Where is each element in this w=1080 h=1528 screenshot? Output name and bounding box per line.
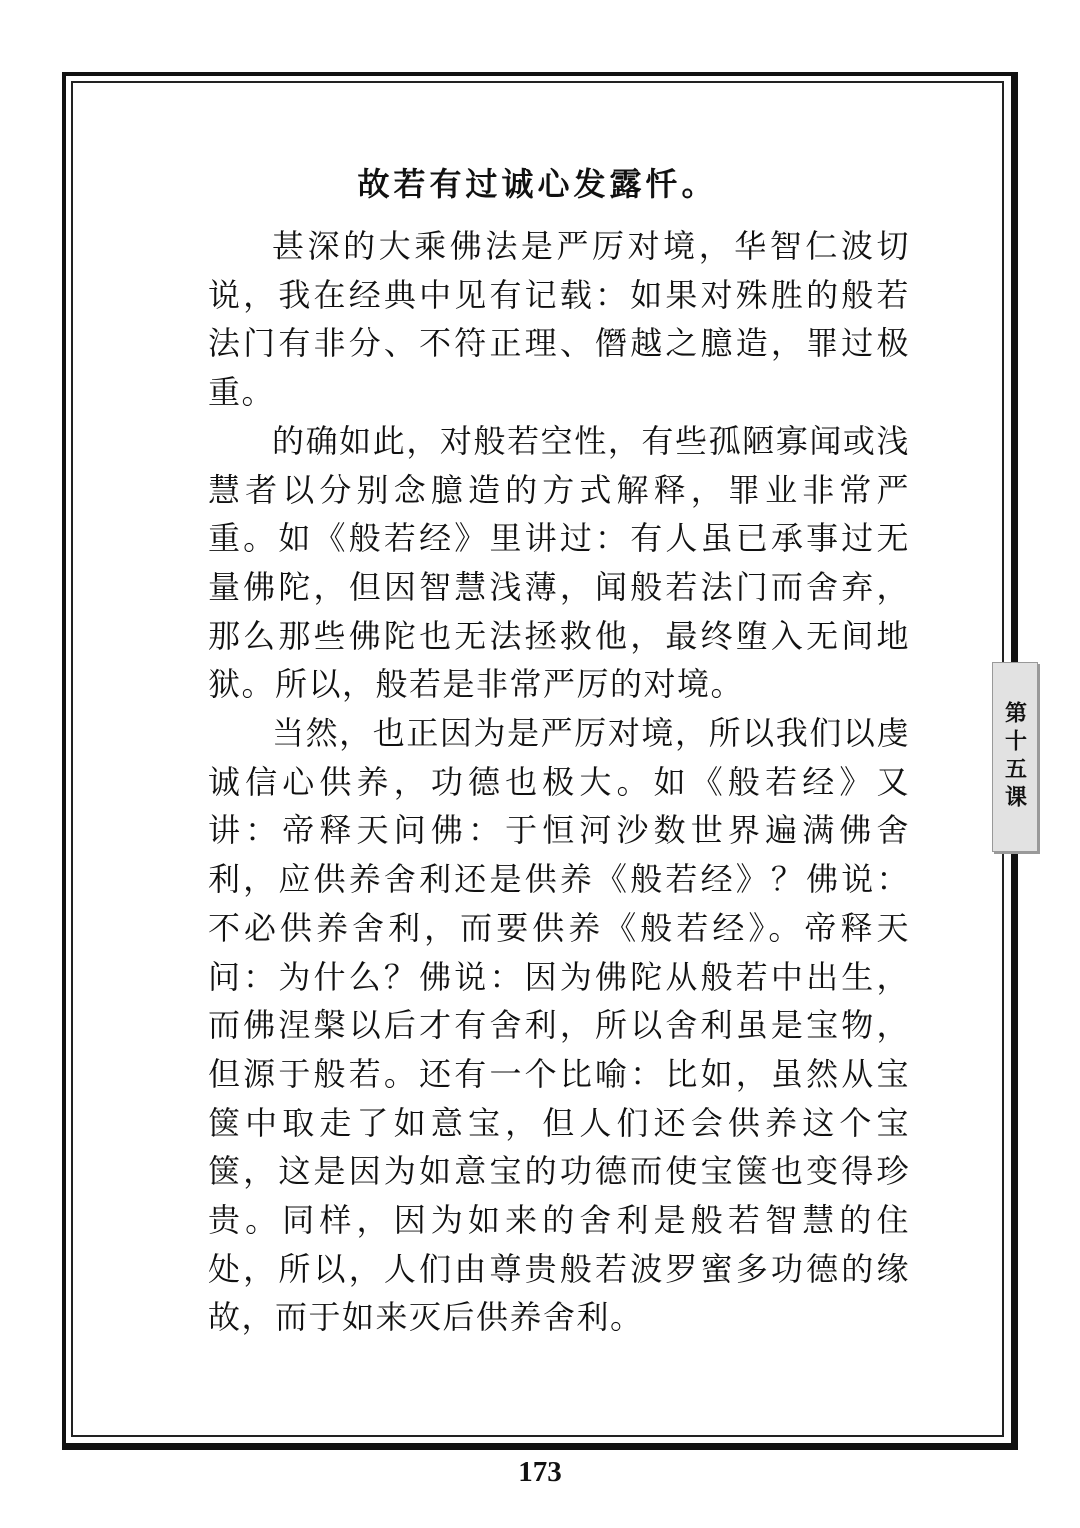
- verse-heading: 故若有过诚心发露忏。: [357, 165, 718, 203]
- paragraph-1: 甚深的大乘佛法是严厉对境，华智仁波切说，我在经典中见有记载：如果对殊胜的般若法门有非分、不符正理、僭越之臆造，罪过极重。: [208, 227, 910, 412]
- paragraph-3: 当然，也正因为是严厉对境，所以我们以虔诚信心供养，功德也极大。如《般若经》又讲：帝释天问佛：于恒河沙数世界遍满佛舍利，应供养舍利还是供养《般若经》？佛说：不必供养舍利，而要供养《般若经》。帝释天问：为什么？佛说：因为佛陀从般若中出生，而佛涅槃以后才有舍利，所以舍利虽是宝物，但源于般若。还有一个比喻：比如，虽然从宝箧中取走了如意宝，但人们还会供养这个宝箧，这是因为如意宝的功德而使宝箧也变得珍贵。同样，因为如来的舍利是般若智慧的住处，所以，人们由尊贵般若波罗蜜多功德的缘故，而于如来灭后供养舍利。: [208, 714, 910, 1337]
- lesson-side-tab-label: 第十五课: [1001, 701, 1028, 813]
- paragraph-2: 的确如此，对般若空性，有些孤陋寡闻或浅慧者以分别念臆造的方式解释，罪业非常严重。如《般若经》里讲过：有人虽已承事过无量佛陀，但因智慧浅薄，闻般若法门而舍弃，那么那些佛陀也无法拯救他，最终堕入无间地狱。所以，般若是非常严厉的对境。: [208, 421, 910, 704]
- lesson-side-tab: [992, 662, 1038, 852]
- page-number: 173: [518, 1456, 562, 1488]
- body-text: [208, 222, 910, 1342]
